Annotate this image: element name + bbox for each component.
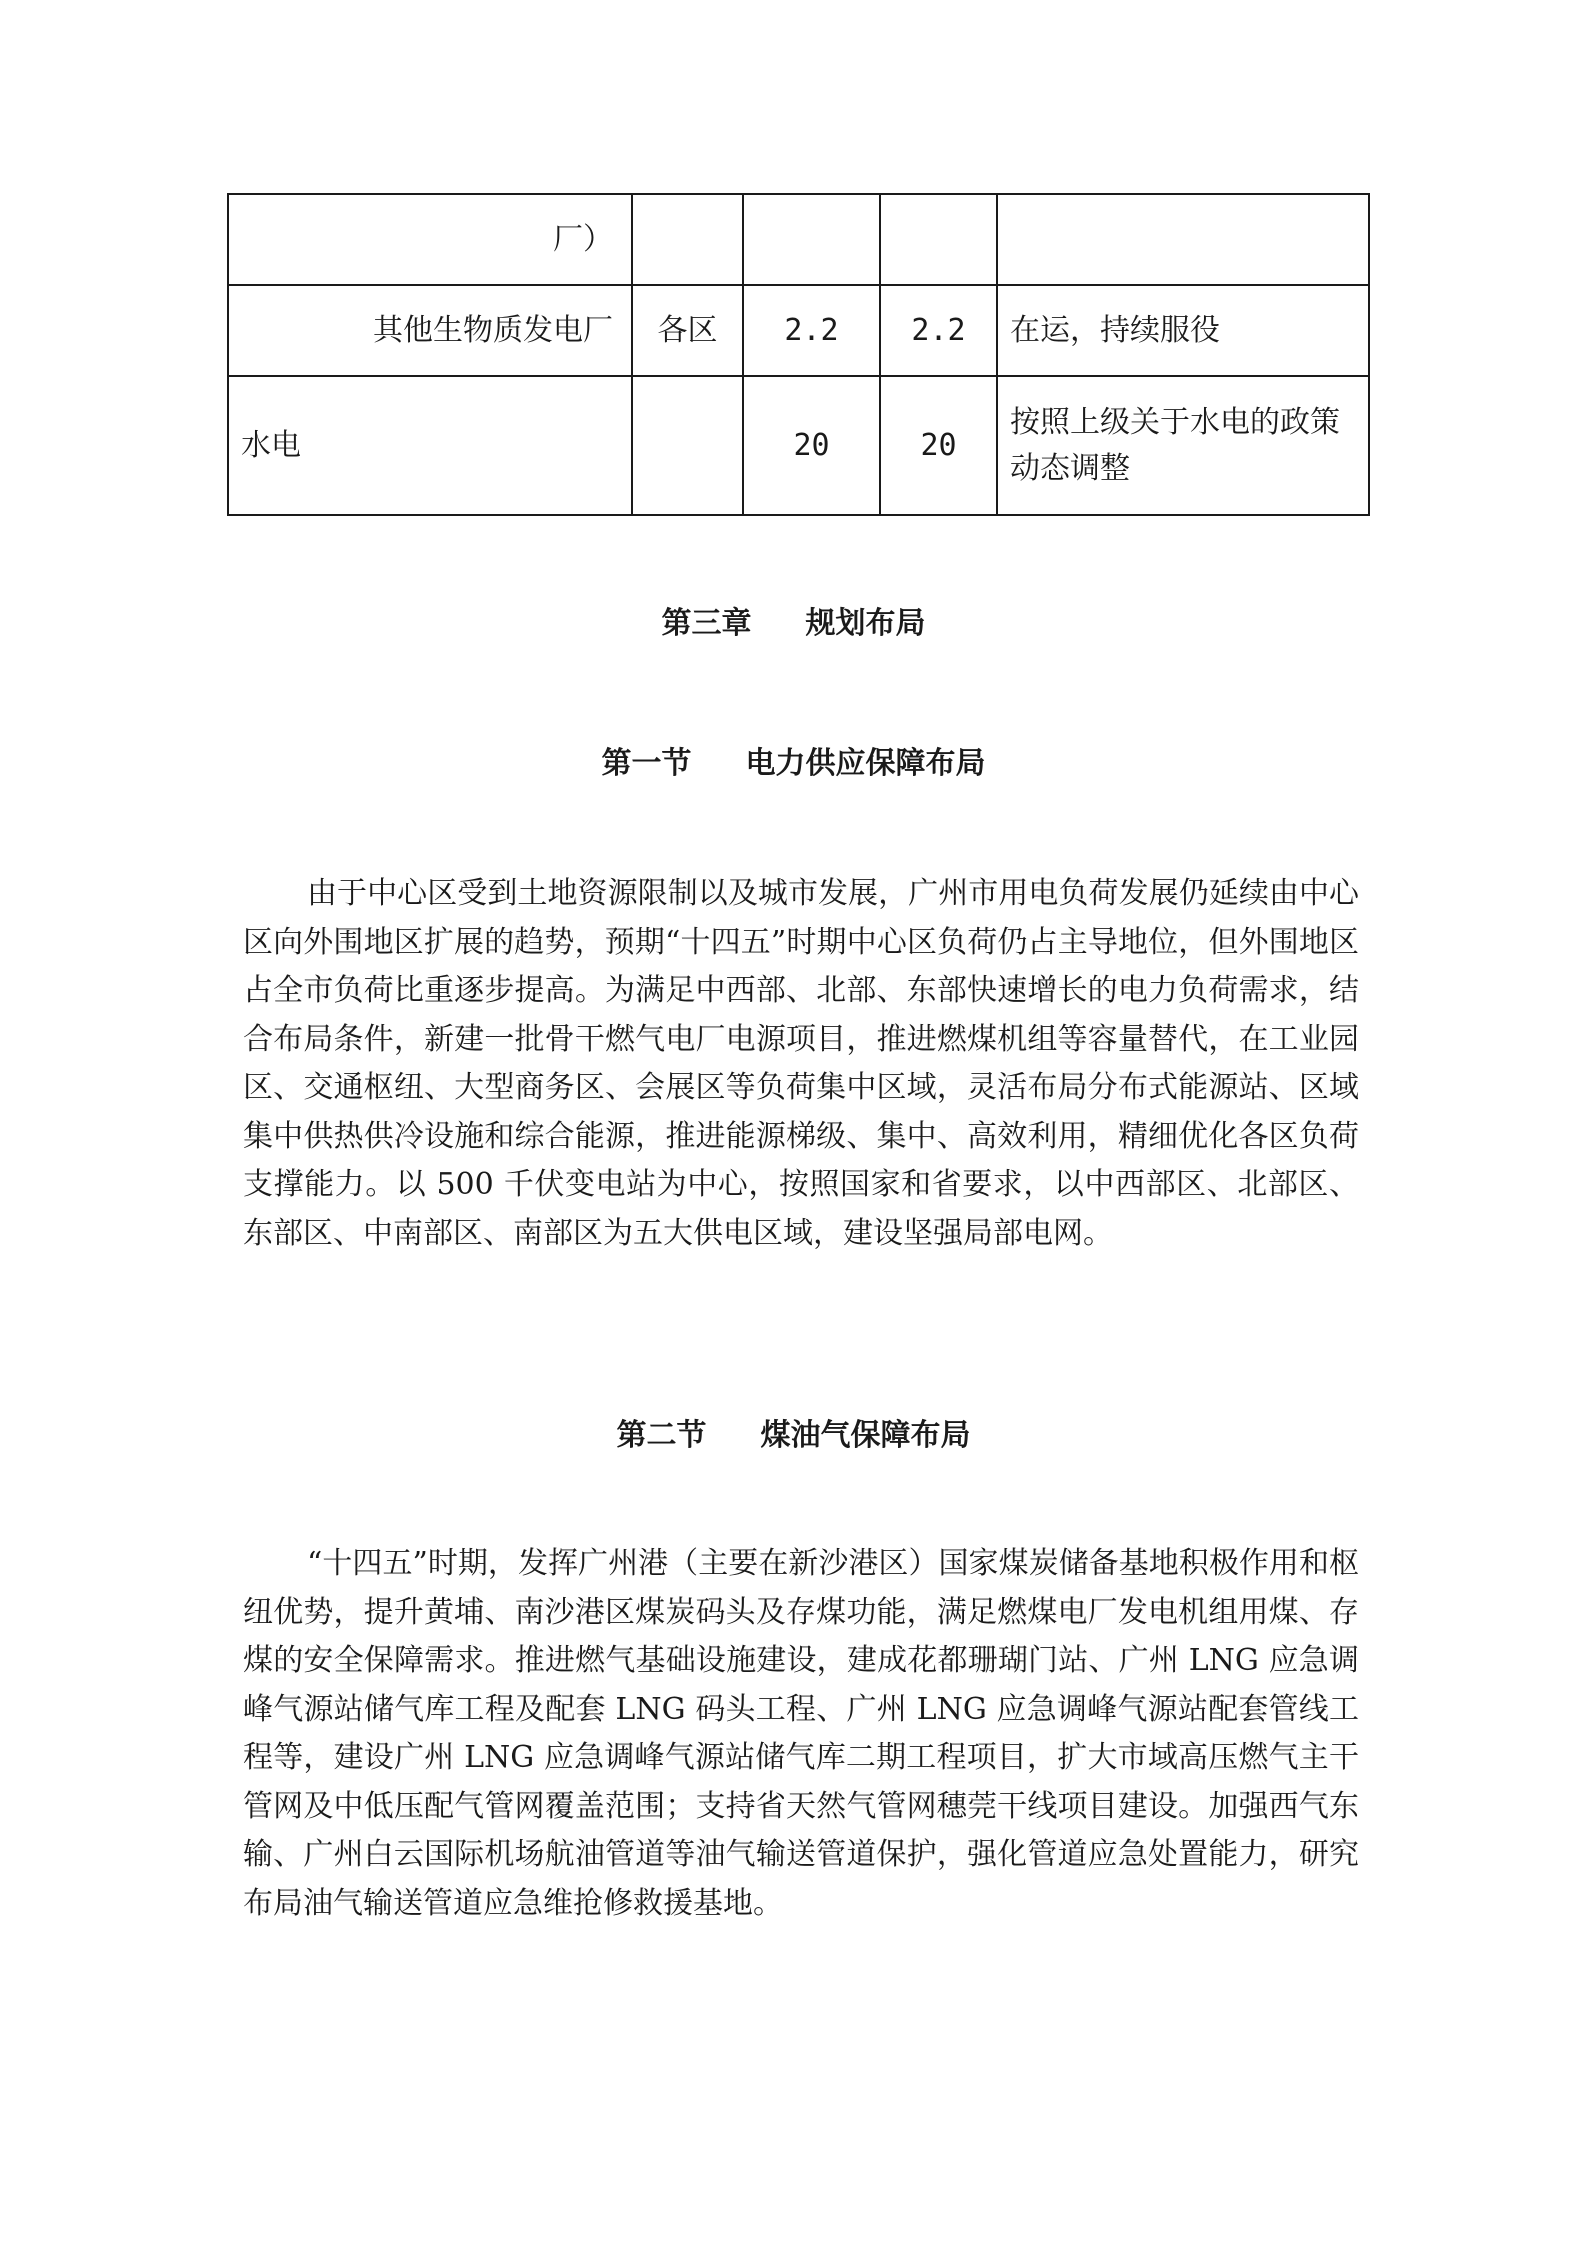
table-cell-name: 厂） <box>228 194 632 285</box>
chapter-title: 规划布局 <box>805 606 926 641</box>
table-cell-value2: 2.2 <box>880 285 997 376</box>
section-2-paragraph: “十四五”时期，发挥广州港（主要在新沙港区）国家煤炭储备基地积极作用和枢纽优势，提升黄埔、南沙港区煤炭码头及存煤功能，满足燃煤电厂发电机组用煤、存煤的安全保障需求。推进燃气基础设施建设，建成花都珊瑚门站、广州 LNG 应急调峰气源站储气库工程及配套 LNG 码头工程、广州 LNG 应急调峰气源站配套管线工程等，建设广州 LNG 应急调峰气源站储气库二期工程项目，扩大市域高压燃气主干管网及中低压配气管网覆盖范围；支持省天然气管网穗莞干线项目建设。加强西气东输、广州白云国际机场航油管道等油气输送管道保护，强化管道应急处置能力，研究布局油气输送管道应急维抢修救援基地。 <box>243 1546 1359 1921</box>
chapter-number: 第三章 <box>661 606 752 641</box>
table-cell-value1: 20 <box>743 376 880 515</box>
section-number: 第一节 <box>601 746 692 781</box>
table-cell-value1 <box>743 194 880 285</box>
table-cell-value2 <box>880 194 997 285</box>
table-cell-district: 各区 <box>632 285 743 376</box>
section-number: 第二节 <box>616 1418 707 1453</box>
capacity-table <box>227 193 1370 516</box>
table-row <box>228 285 1369 376</box>
table-cell-name: 水电 <box>228 376 632 515</box>
table-row <box>228 194 1369 285</box>
chapter-heading <box>0 598 1587 642</box>
section-title: 煤油气保障布局 <box>760 1418 971 1453</box>
table-cell-note: 在运，持续服役 <box>997 285 1369 376</box>
table-cell-value1: 2.2 <box>743 285 880 376</box>
table-cell-value2: 20 <box>880 376 997 515</box>
section-1-paragraph: 由于中心区受到土地资源限制以及城市发展，广州市用电负荷发展仍延续由中心区向外围地区扩展的趋势，预期“十四五”时期中心区负荷仍占主导地位，但外围地区占全市负荷比重逐步提高。为满足中西部、北部、东部快速增长的电力负荷需求，结合布局条件，新建一批骨干燃气电厂电源项目，推进燃煤机组等容量替代，在工业园区、交通枢纽、大型商务区、会展区等负荷集中区域，灵活布局分布式能源站、区域集中供热供冷设施和综合能源，推进能源梯级、集中、高效利用，精细优化各区负荷支撑能力。以 500 千伏变电站为中心，按照国家和省要求，以中西部区、北部区、东部区、中南部区、南部区为五大供电区域，建设坚强局部电网。 <box>243 876 1359 1251</box>
table-row <box>228 376 1369 515</box>
section-title: 电力供应保障布局 <box>745 746 986 781</box>
table-cell-name: 其他生物质发电厂 <box>228 285 632 376</box>
table-cell-note <box>997 194 1369 285</box>
table-cell-district <box>632 376 743 515</box>
table-cell-note: 按照上级关于水电的政策动态调整 <box>997 376 1369 515</box>
table-cell-district <box>632 194 743 285</box>
section-heading-2 <box>0 1410 1587 1454</box>
section-heading-1 <box>0 738 1587 782</box>
